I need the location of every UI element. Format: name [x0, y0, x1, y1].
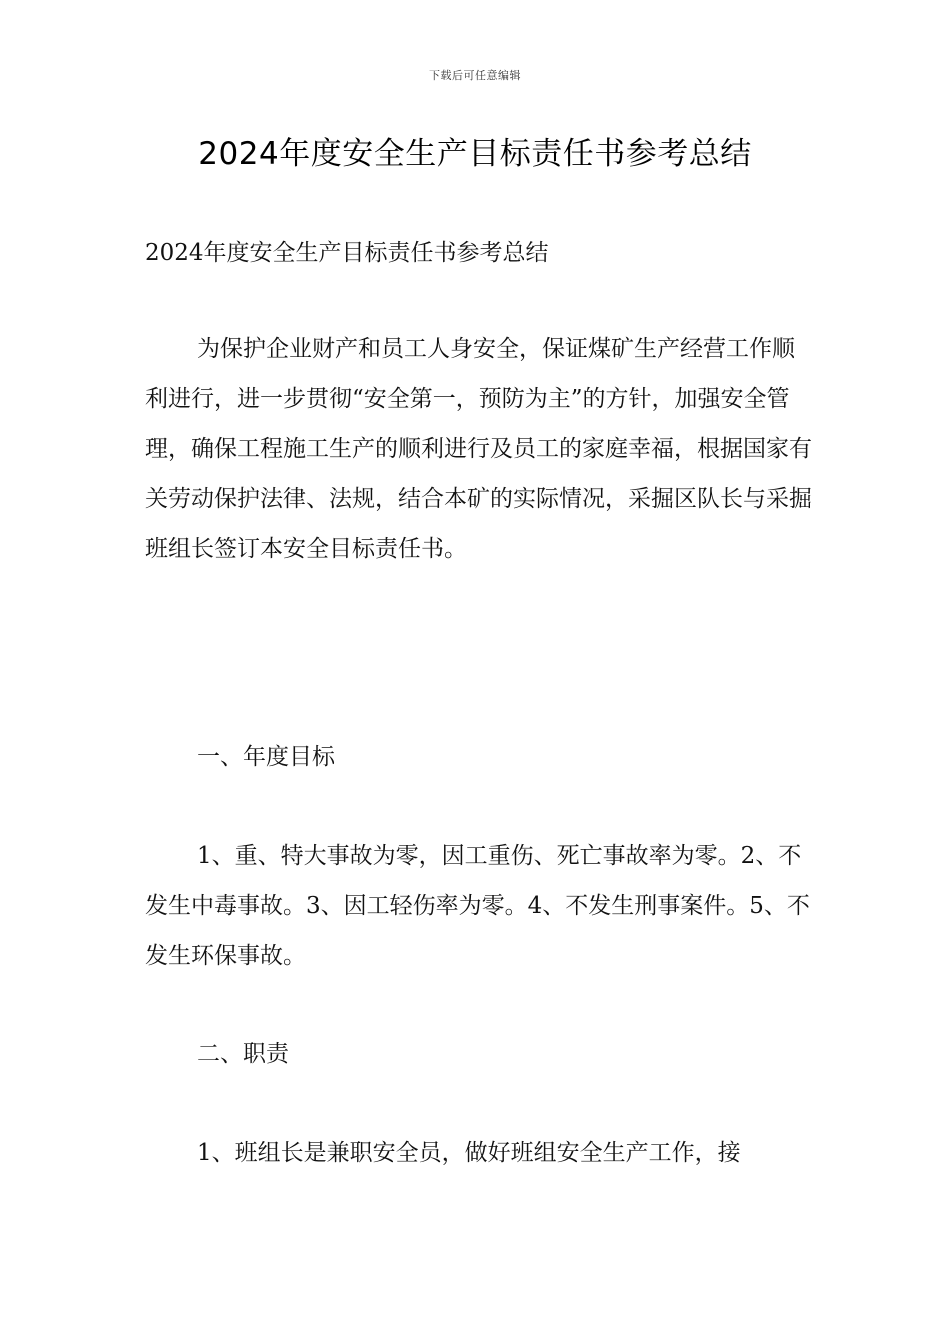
document-subtitle: 2024年度安全生产目标责任书参考总结	[145, 240, 549, 266]
download-note: 下载后可任意编辑	[429, 69, 521, 82]
duties-paragraph: 1、班组长是兼职安全员，做好班组安全生产工作，接	[197, 1140, 741, 1166]
document-body	[145, 228, 817, 1178]
section-heading-duties: 二、职责	[197, 1041, 289, 1067]
intro-paragraph: 为保护企业财产和员工人身安全，保证煤矿生产经营工作顺利进行，进一步贯彻“安全第一，预防为主”的方针，加强安全管理，确保工程施工生产的顺利进行及员工的家庭幸福，根据国家有关劳动保护法律、法规，结合本矿的实际情况，采掘区队长与采掘班组长签订本安全目标责任书。	[145, 336, 812, 562]
section-heading-annual-goals: 一、年度目标	[197, 744, 335, 770]
annual-goals-paragraph: 1、重、特大事故为零，因工重伤、死亡事故率为零。2、不发生中毒事故。3、因工轻伤率为零。4、不发生刑事案件。5、不发生环保事故。	[145, 843, 810, 969]
document-title: 2024年度安全生产目标责任书参考总结	[198, 136, 752, 172]
